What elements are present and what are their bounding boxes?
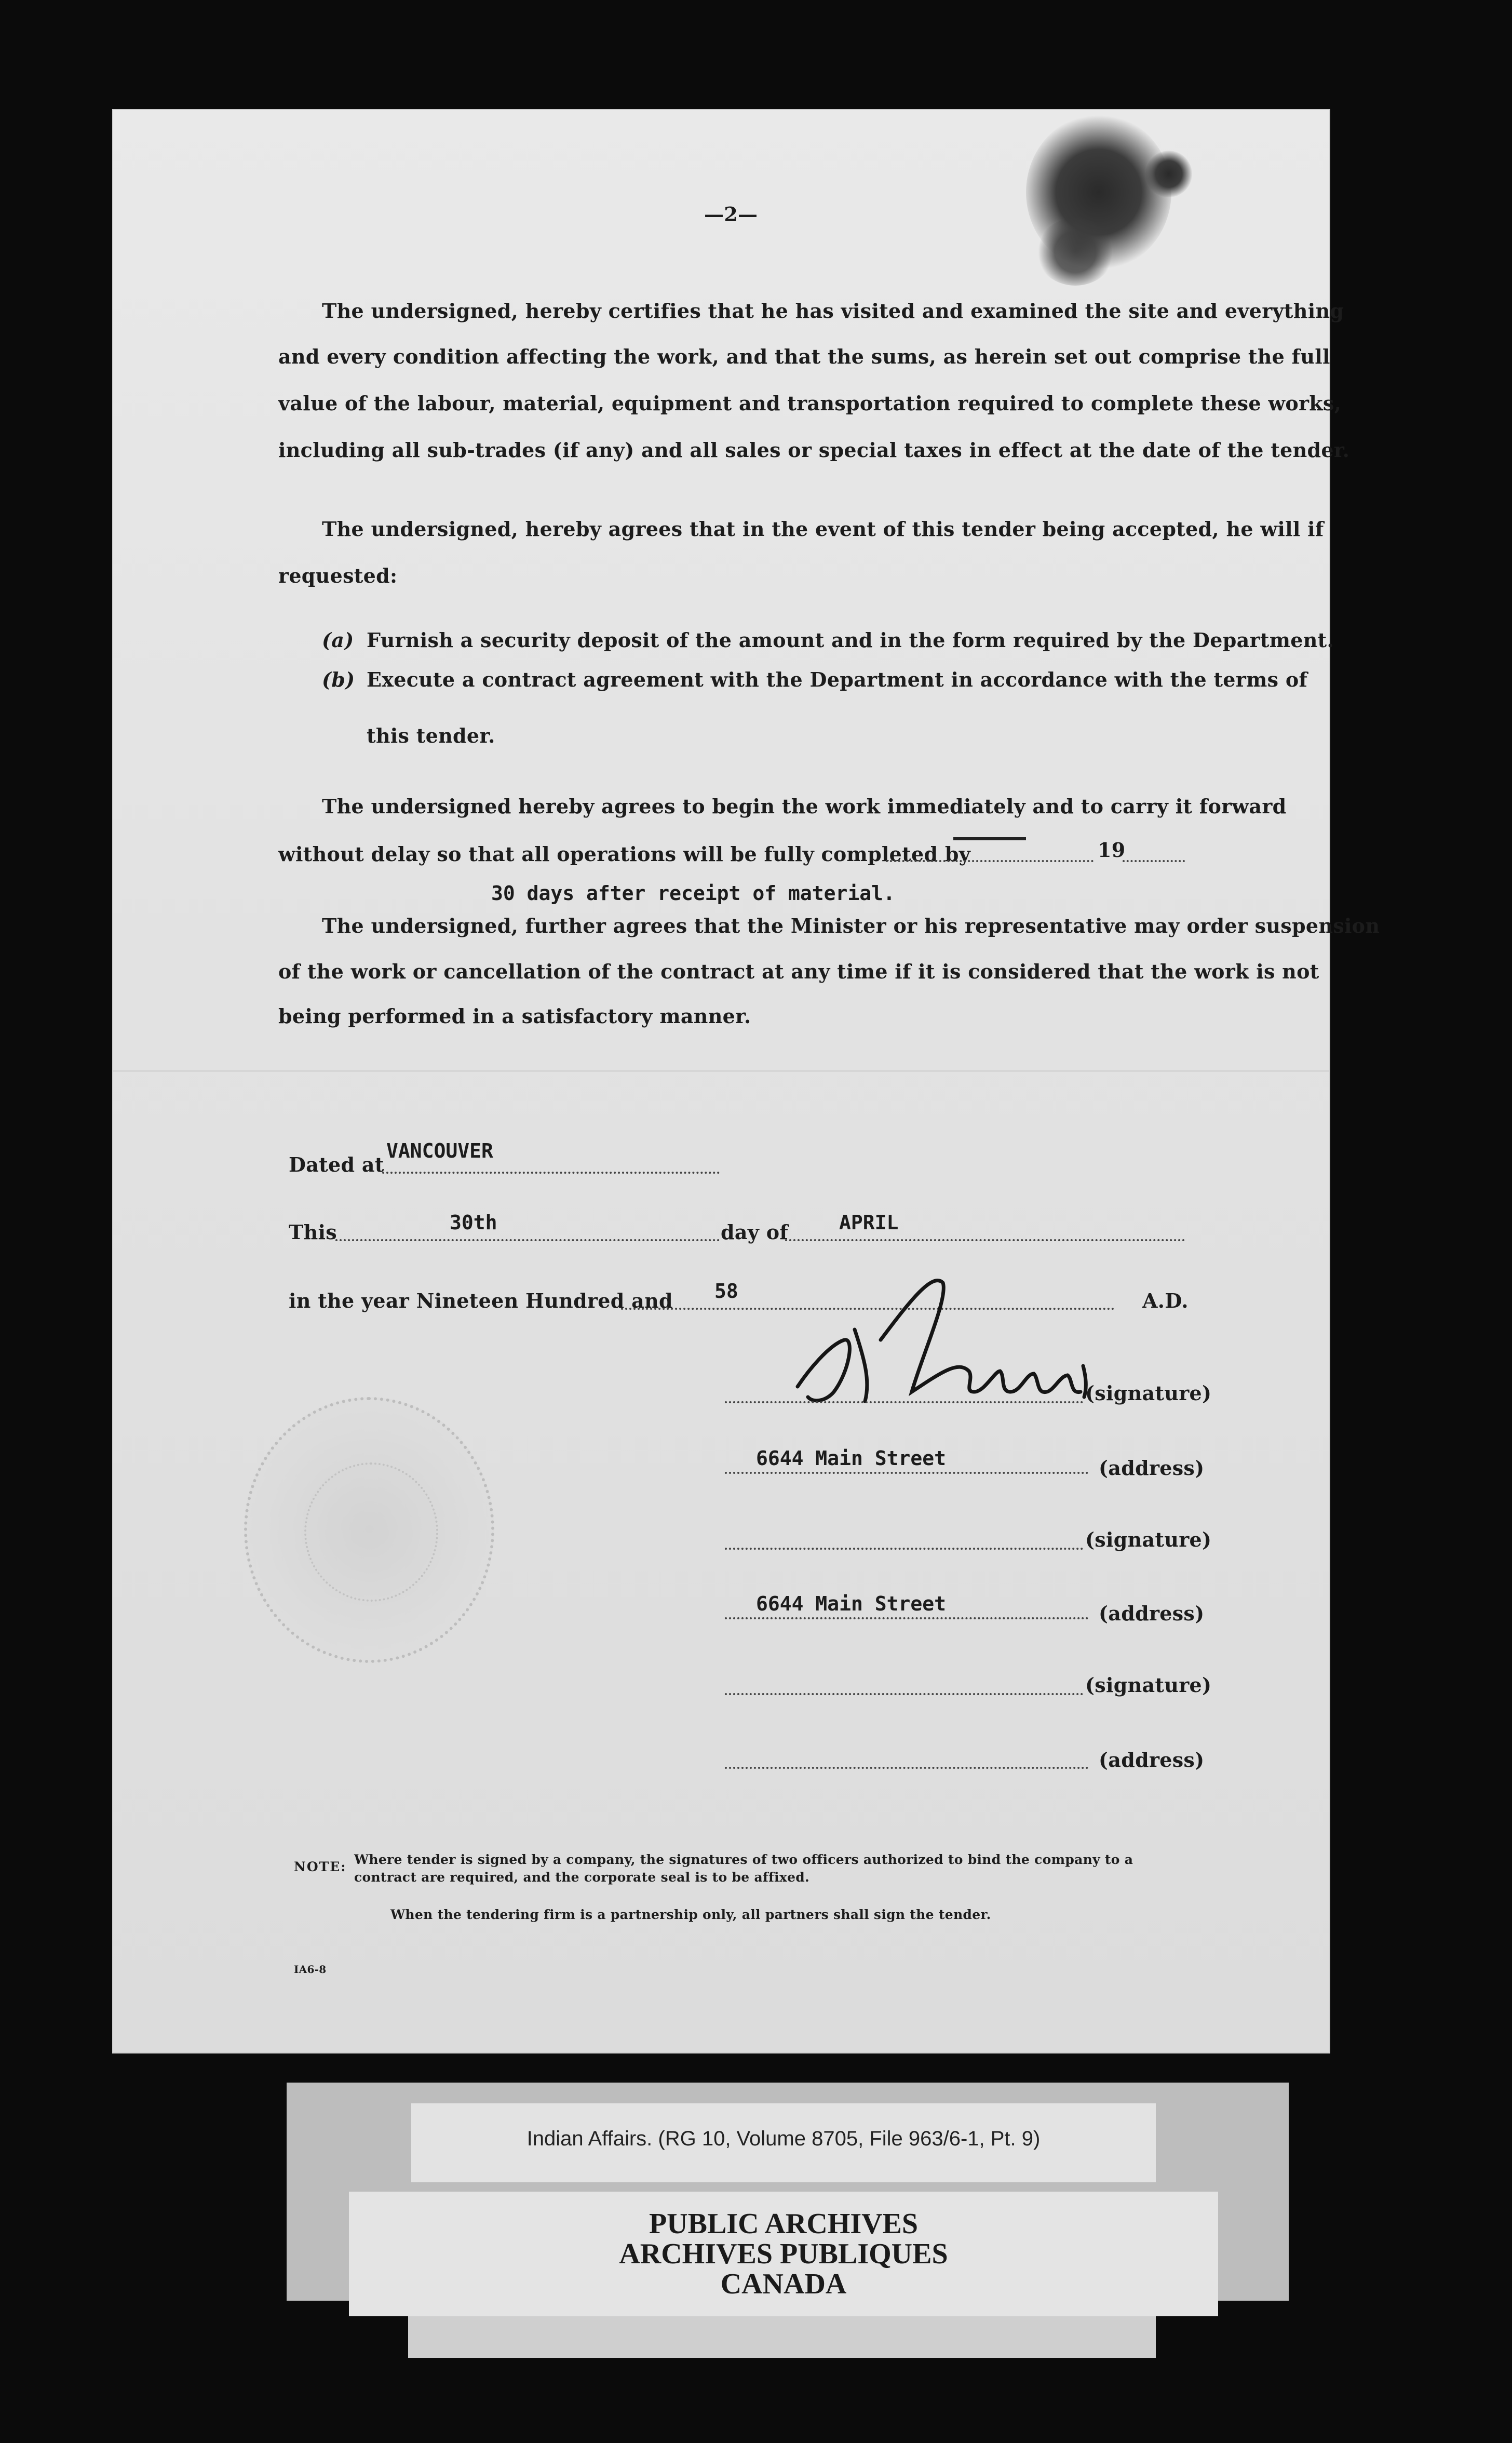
note-text: contract are required, and the corporate seal is to be affixed.	[354, 1870, 810, 1885]
address-label-3: (address)	[1099, 1748, 1205, 1771]
typed-dash	[953, 837, 1026, 840]
list-item-text: this tender.	[367, 724, 495, 747]
address-field-3	[725, 1767, 1088, 1769]
year-label: in the year Nineteen Hundred and	[289, 1289, 673, 1312]
address-field-2	[725, 1617, 1088, 1619]
year-prefix: 19	[1098, 838, 1126, 862]
paragraph-line: and every condition affecting the work, and that the sums, as herein set out comprise the full	[278, 345, 1330, 368]
day-of-field	[785, 1239, 1185, 1241]
paragraph-line: without delay so that all operations will be fully completed by	[278, 842, 971, 866]
list-item-label: (a)	[322, 628, 354, 652]
day-of-label: day of	[721, 1220, 788, 1244]
archive-reference: Indian Affairs. (RG 10, Volume 8705, File 963/6-1, Pt. 9)	[526, 2127, 1041, 2150]
form-code: IA6-8	[294, 1963, 327, 1976]
dated-value: VANCOUVER	[386, 1139, 493, 1162]
note-text: When the tendering firm is a partnership only, all partners shall sign the tender.	[390, 1907, 991, 1922]
archive-stamp-line: PUBLIC ARCHIVES	[649, 2208, 919, 2240]
paragraph-line: of the work or cancellation of the contract at any time if it is considered that the work is not	[278, 960, 1319, 983]
signature-label-1: (signature)	[1085, 1381, 1212, 1405]
page-number: —2—	[704, 203, 758, 226]
year-value: 58	[714, 1280, 738, 1303]
archive-stamp-line: ARCHIVES PUBLIQUES	[619, 2238, 948, 2270]
paragraph-line: The undersigned, further agrees that the Minister or his representative may order suspension	[322, 914, 1380, 937]
archive-stamp-label	[349, 2192, 1218, 2316]
dated-field	[382, 1172, 720, 1174]
paragraph-line: requested:	[278, 564, 398, 587]
paragraph-line: The undersigned, hereby agrees that in the event of this tender being accepted, he will if	[322, 517, 1324, 541]
ad-label: A.D.	[1142, 1289, 1189, 1312]
archive-label-bottom	[408, 2316, 1156, 2358]
address-value-1: 6644 Main Street	[756, 1447, 947, 1470]
day-of-value: APRIL	[839, 1211, 899, 1234]
archive-stamp-line: CANADA	[720, 2268, 847, 2300]
completion-typed-text: 30 days after receipt of material.	[491, 882, 895, 905]
ink-stain	[1145, 151, 1192, 197]
ink-stain	[1036, 218, 1114, 286]
completion-year-field	[1123, 860, 1185, 862]
paragraph-line: The undersigned hereby agrees to begin the work immediately and to carry it forward	[322, 795, 1287, 818]
paragraph-line: The undersigned, hereby certifies that he has visited and examined the site and everything	[322, 299, 1344, 323]
address-label-2: (address)	[1099, 1602, 1205, 1625]
signature-field-1	[725, 1401, 1083, 1403]
archive-reference-label	[411, 2103, 1156, 2182]
note-label: NOTE:	[294, 1859, 347, 1874]
paragraph-line: including all sub-trades (if any) and all sales or special taxes in effect at the date of the tender.	[278, 438, 1350, 462]
list-item-label: (b)	[322, 668, 355, 691]
note-text: Where tender is signed by a company, the signatures of two officers authorized to bind the company to a	[354, 1852, 1133, 1867]
signature-field-3	[725, 1693, 1083, 1695]
address-label-1: (address)	[1099, 1456, 1205, 1480]
embossed-seal	[244, 1397, 494, 1663]
completion-date-field	[886, 860, 1094, 862]
address-field-1	[725, 1472, 1088, 1474]
signature-label-2: (signature)	[1085, 1528, 1212, 1551]
paragraph-line: value of the labour, material, equipment and transportation required to complete these works,	[278, 392, 1342, 415]
this-value: 30th	[450, 1211, 497, 1234]
list-item-text: Furnish a security deposit of the amount and in the form required by the Department.	[367, 628, 1334, 652]
this-field	[335, 1239, 720, 1241]
handwritten-signature	[777, 1267, 1099, 1428]
paragraph-line: being performed in a satisfactory manner.	[278, 1004, 751, 1028]
this-label: This	[289, 1220, 337, 1244]
fold-line	[112, 1070, 1330, 1072]
list-item-text: Execute a contract agreement with the Department in accordance with the terms of	[367, 668, 1308, 691]
document-page	[112, 109, 1380, 2053]
dated-label: Dated at	[289, 1153, 384, 1176]
signature-field-2	[725, 1548, 1083, 1550]
signature-label-3: (signature)	[1085, 1673, 1212, 1697]
address-value-2: 6644 Main Street	[756, 1592, 947, 1615]
